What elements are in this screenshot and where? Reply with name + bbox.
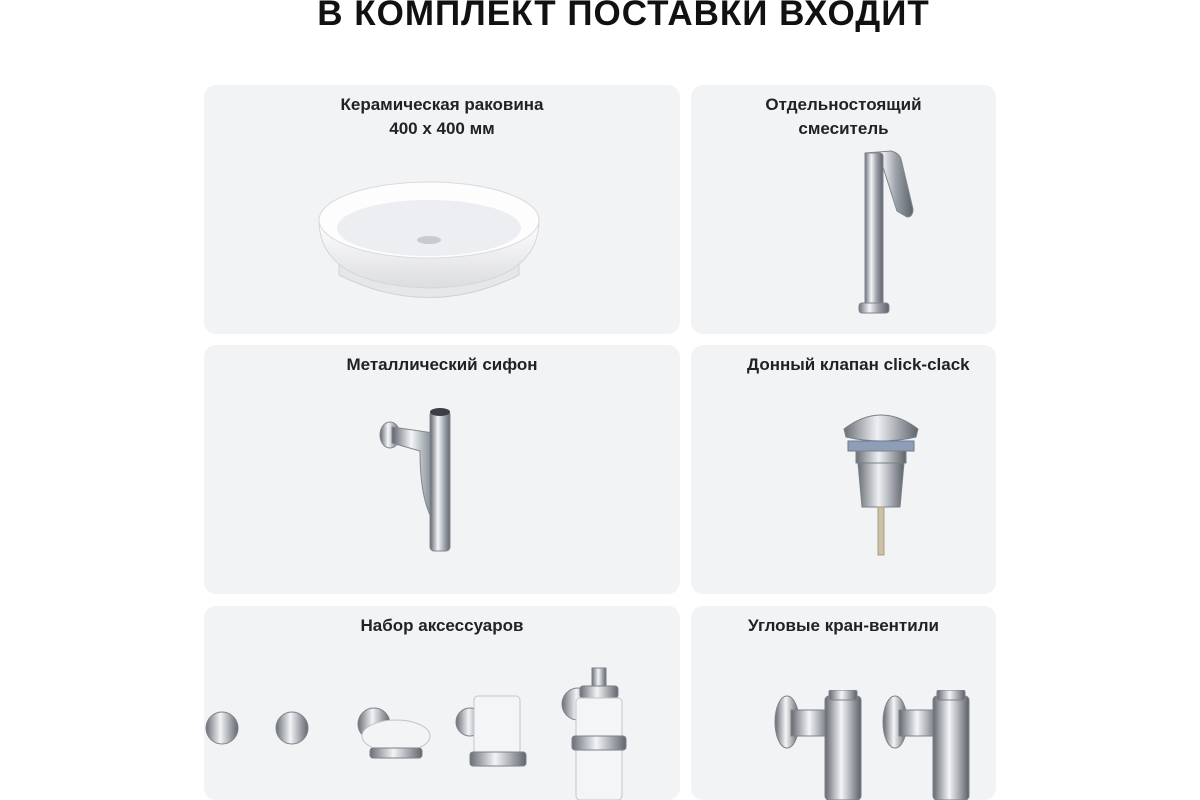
card-label-line2: смеситель — [798, 119, 889, 138]
card-accessories — [204, 606, 680, 800]
card-label: Набор аксессуаров — [360, 616, 524, 635]
drain-valve-icon — [836, 407, 926, 562]
card-label: Донный клапан click-clack — [747, 355, 970, 374]
page-title: В КОМПЛЕКТ ПОСТАВКИ ВХОДИТ — [317, 0, 930, 33]
faucet-icon — [851, 145, 921, 320]
card-label: Отдельностоящий — [765, 95, 922, 114]
card-metal-siphon — [204, 345, 680, 594]
card-label: Керамическая раковина — [340, 95, 544, 114]
card-click-clack-valve — [691, 345, 996, 594]
ceramic-sink-icon — [314, 180, 544, 310]
card-ceramic-sink — [204, 85, 680, 334]
accessories-icon — [204, 666, 680, 800]
card-label: Металлический сифон — [346, 355, 538, 374]
angle-valves-icon — [773, 690, 973, 800]
card-label-size: 400 x 400 мм — [389, 119, 495, 138]
card-freestanding-faucet — [691, 85, 996, 334]
card-label: Угловые кран-вентили — [748, 616, 939, 635]
siphon-icon — [374, 403, 474, 558]
card-angle-valves — [691, 606, 996, 800]
